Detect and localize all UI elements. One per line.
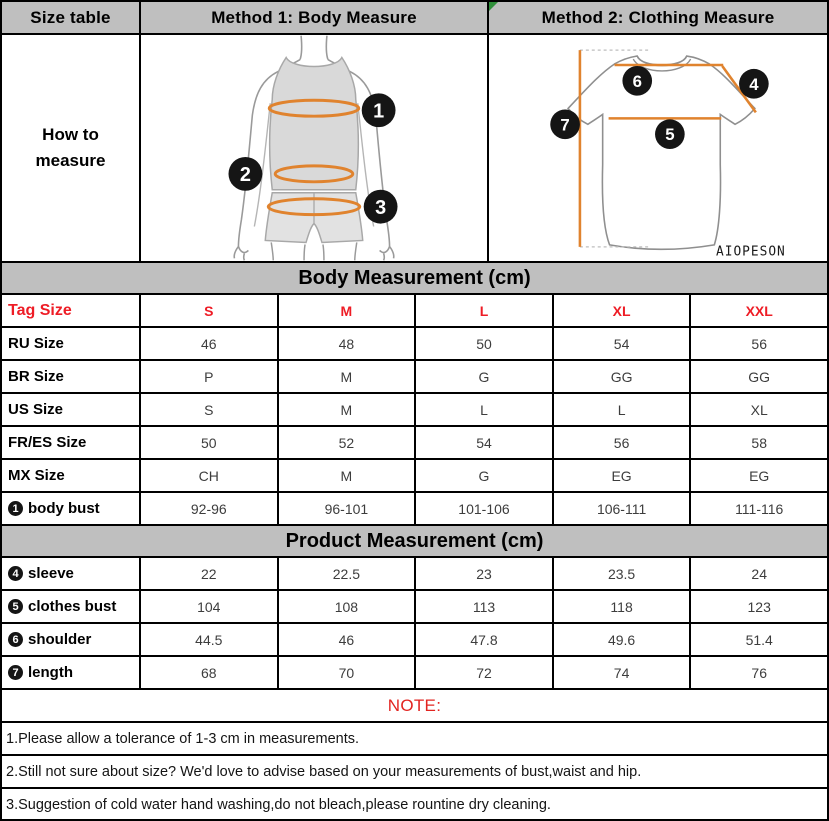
number-marker-icon: 1 — [8, 501, 23, 516]
table-cell: CH — [139, 460, 277, 491]
product-measurement-row — [2, 655, 827, 688]
table-cell: M — [277, 361, 415, 392]
svg-text:4: 4 — [749, 74, 759, 94]
table-cell: 123 — [689, 591, 827, 622]
table-cell: 22 — [139, 558, 277, 589]
table-cell: M — [277, 394, 415, 425]
table-cell: G — [414, 361, 552, 392]
table-cell: 50 — [414, 328, 552, 359]
table-cell: 56 — [689, 328, 827, 359]
svg-text:6: 6 — [632, 71, 642, 91]
size-column-header: M — [277, 295, 415, 326]
body-measurement-row — [2, 359, 827, 392]
table-cell: 104 — [139, 591, 277, 622]
body-figure-icon — [141, 35, 487, 261]
svg-text:5: 5 — [665, 125, 675, 145]
row-label-text: RU Size — [8, 335, 64, 352]
cell-comment-flag-icon — [489, 2, 498, 11]
body-measurement-row — [2, 326, 827, 359]
row-label-text: body bust — [28, 500, 100, 517]
row-label — [2, 558, 139, 589]
shirt-marker-4 — [739, 69, 769, 99]
body-measurement-table — [2, 326, 827, 524]
size-column-header: S — [139, 295, 277, 326]
table-cell: 113 — [414, 591, 552, 622]
number-marker-icon: 7 — [8, 665, 23, 680]
svg-text:1: 1 — [373, 100, 385, 123]
header-size-table: Size table — [2, 2, 139, 33]
note-title: NOTE: — [2, 688, 827, 721]
table-cell: G — [414, 460, 552, 491]
row-label-text: length — [28, 664, 73, 681]
table-cell: L — [414, 394, 552, 425]
how-to-measure-cell — [2, 35, 139, 261]
table-cell: 101-106 — [414, 493, 552, 524]
table-cell: 47.8 — [414, 624, 552, 655]
clothing-measure-illustration — [487, 35, 827, 261]
table-cell: 111-116 — [689, 493, 827, 524]
shirt-marker-5 — [655, 119, 685, 149]
table-cell: 44.5 — [139, 624, 277, 655]
table-cell: P — [139, 361, 277, 392]
table-cell: EG — [689, 460, 827, 491]
row-label — [2, 591, 139, 622]
row-label-text: BR Size — [8, 368, 64, 385]
table-cell: 51.4 — [689, 624, 827, 655]
tag-size-row — [2, 293, 827, 326]
table-cell: XL — [689, 394, 827, 425]
row-label-text: shoulder — [28, 631, 92, 648]
brand-text: AIOPESON — [716, 244, 786, 260]
table-cell: M — [277, 460, 415, 491]
header-method2 — [487, 2, 827, 33]
product-measurement-row — [2, 622, 827, 655]
table-cell: 56 — [552, 427, 690, 458]
body-marker-1 — [362, 93, 396, 127]
header-method2-label: Method 2: Clothing Measure — [541, 7, 775, 27]
table-cell: 74 — [552, 657, 690, 688]
table-cell: 68 — [139, 657, 277, 688]
illustration-row — [2, 33, 827, 261]
table-cell: 48 — [277, 328, 415, 359]
table-cell: 70 — [277, 657, 415, 688]
row-label — [2, 394, 139, 425]
row-label — [2, 460, 139, 491]
tag-size-label: Tag Size — [8, 301, 72, 319]
table-cell: GG — [689, 361, 827, 392]
body-measurement-row — [2, 491, 827, 524]
tshirt-figure-icon — [489, 35, 827, 261]
table-cell: 58 — [689, 427, 827, 458]
row-label — [2, 657, 139, 688]
table-cell: S — [139, 394, 277, 425]
svg-text:3: 3 — [375, 196, 387, 219]
note-item: 1.Please allow a tolerance of 1-3 cm in measurements. — [2, 721, 827, 754]
shirt-marker-7 — [550, 109, 580, 139]
number-marker-icon: 4 — [8, 566, 23, 581]
table-cell: 118 — [552, 591, 690, 622]
row-label — [2, 493, 139, 524]
shirt-marker-6 — [622, 66, 652, 96]
product-measurement-table — [2, 556, 827, 688]
product-measurement-row — [2, 589, 827, 622]
table-cell: 92-96 — [139, 493, 277, 524]
size-column-header: XL — [552, 295, 690, 326]
table-cell: GG — [552, 361, 690, 392]
table-cell: 54 — [414, 427, 552, 458]
row-label — [2, 427, 139, 458]
body-measure-illustration — [139, 35, 487, 261]
how-to-line1: How to — [42, 125, 99, 144]
row-label-text: clothes bust — [28, 598, 117, 615]
table-cell: 108 — [277, 591, 415, 622]
row-label-text: US Size — [8, 401, 64, 418]
svg-text:7: 7 — [560, 115, 570, 135]
table-cell: 23.5 — [552, 558, 690, 589]
header-row — [2, 2, 827, 33]
note-item: 3.Suggestion of cold water hand washing,do not bleach,please rountine dry cleaning. — [2, 787, 827, 820]
table-cell: 54 — [552, 328, 690, 359]
svg-text:2: 2 — [239, 164, 251, 187]
table-cell: 23 — [414, 558, 552, 589]
row-label-text: sleeve — [28, 565, 74, 582]
body-measurement-title: Body Measurement (cm) — [2, 261, 827, 293]
body-marker-2 — [228, 157, 262, 191]
table-cell: 24 — [689, 558, 827, 589]
note-item: 2.Still not sure about size? We'd love to advise based on your measurements of bust,waist and hip. — [2, 754, 827, 787]
row-label — [2, 328, 139, 359]
how-to-line2: measure — [35, 151, 106, 170]
number-marker-icon: 5 — [8, 599, 23, 614]
table-cell: EG — [552, 460, 690, 491]
body-measurement-row — [2, 425, 827, 458]
table-cell: 106-111 — [552, 493, 690, 524]
size-column-header: L — [414, 295, 552, 326]
product-measurement-title: Product Measurement (cm) — [2, 524, 827, 556]
product-measurement-row — [2, 556, 827, 589]
table-cell: L — [552, 394, 690, 425]
header-method1: Method 1: Body Measure — [139, 2, 487, 33]
number-marker-icon: 6 — [8, 632, 23, 647]
body-measurement-row — [2, 392, 827, 425]
row-label-text: FR/ES Size — [8, 434, 87, 451]
table-cell: 46 — [139, 328, 277, 359]
table-cell: 50 — [139, 427, 277, 458]
table-cell: 72 — [414, 657, 552, 688]
body-measurement-row — [2, 458, 827, 491]
row-label — [2, 361, 139, 392]
table-cell: 52 — [277, 427, 415, 458]
table-cell: 49.6 — [552, 624, 690, 655]
table-cell: 46 — [277, 624, 415, 655]
row-label — [2, 624, 139, 655]
notes-list — [2, 721, 827, 820]
body-marker-3 — [364, 190, 398, 224]
table-cell: 22.5 — [277, 558, 415, 589]
table-cell: 76 — [689, 657, 827, 688]
size-column-header: XXL — [689, 295, 827, 326]
row-label-text: MX Size — [8, 467, 65, 484]
table-cell: 96-101 — [277, 493, 415, 524]
